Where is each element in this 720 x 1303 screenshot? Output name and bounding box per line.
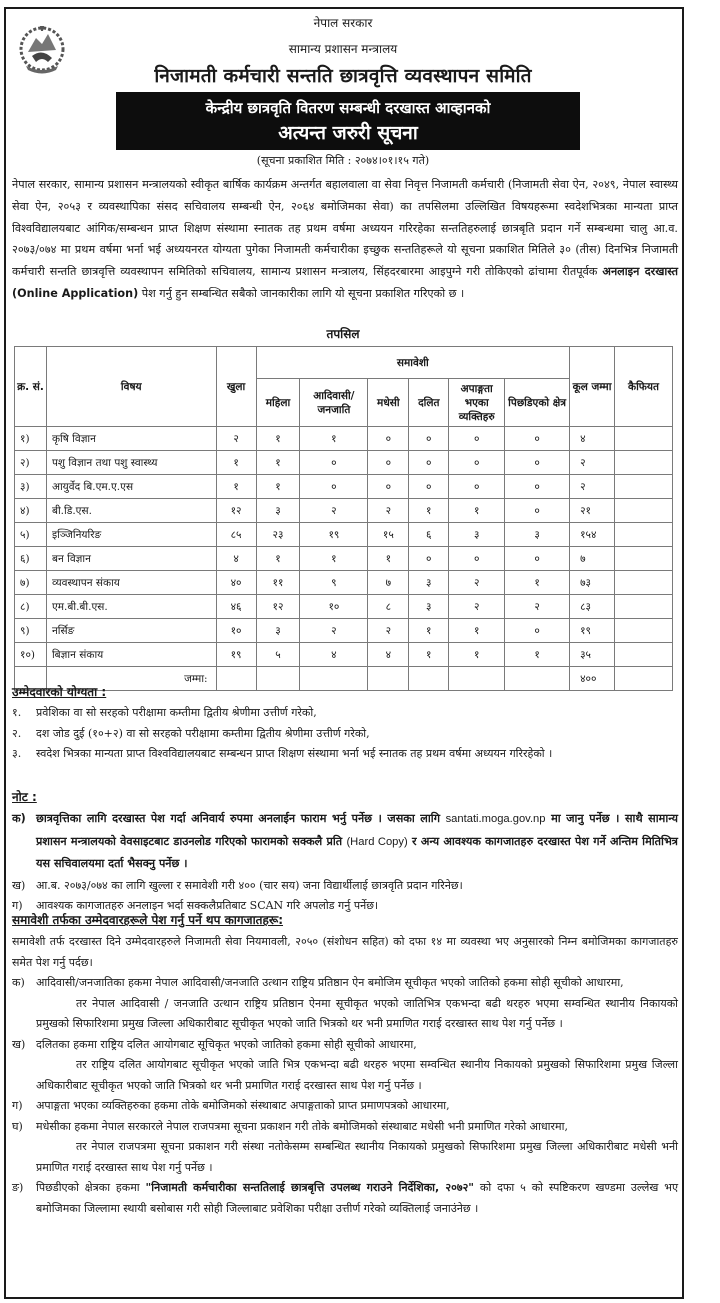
cell-subject: व्यवस्थापन संकाय (46, 571, 216, 595)
cell-dalit: ३ (409, 571, 449, 595)
cell-disabled: ० (449, 451, 505, 475)
item-text: प्रवेशिका वा सो सरहको परीक्षामा कम्तीमा द्वितीय श्रेणीमा उत्तीर्ण गरेको, (36, 706, 317, 719)
table-row (15, 427, 673, 451)
cell-janajati: २ (300, 619, 368, 643)
col-header-remarks: कैफियत (615, 347, 673, 427)
cell-total: २१ (570, 499, 615, 523)
cell-dalit: १ (409, 619, 449, 643)
cell-backward: ३ (505, 523, 570, 547)
intro-text-end: पेश गर्नु हुन सम्बन्धित सबैको जानकारीका लागि यो सूचना प्रकाशित गरिएको छ । (141, 286, 465, 300)
cell-open: १० (216, 619, 256, 643)
list-item (12, 703, 678, 724)
note-list (12, 808, 678, 917)
cell-backward: २ (505, 595, 570, 619)
cell-madhesi: ७ (368, 571, 409, 595)
cell-madhesi: ४ (368, 643, 409, 667)
cell-dalit: ६ (409, 523, 449, 547)
item-text (36, 808, 678, 876)
notice-title-banner (116, 92, 580, 150)
ministry-name: सामान्य प्रशासन मन्त्रालय (288, 42, 398, 56)
committee-name: निजामती कर्मचारी सन्तति छात्रवृत्ति व्यवस्थापन समिति (154, 65, 532, 87)
cell-sn: ६) (15, 547, 47, 571)
cell-subject: बिज्ञान संकाय (46, 643, 216, 667)
cell-open: ८५ (216, 523, 256, 547)
table-row (15, 547, 673, 571)
table-row (15, 643, 673, 667)
cell-remarks (615, 499, 673, 523)
item-number: क) (12, 812, 26, 825)
cell-sn: ४) (15, 499, 47, 523)
intro-text: नेपाल सरकार, सामान्य प्रशासन मन्त्रालयको स्वीकृत बार्षिक कार्यक्रम अन्तर्गत बहालवाला वा सेवा निवृत्त निजामती कर्मचारी (निजामती सेवा ऐन, २०४९, नेपाल स्वास्थ्य सेवा ऐन, २०५३ र व्यवस्थापिका संसद सचिवालय सम्बन्धी ऐन, २०६४ बमोजिमका सेवा) का तपसिलमा उल्लिखित विषयहरूमा स्वदेशभित्रका मान्यता प्राप्त विश्वविद्यालयबाट आंगिक/सम्बन्धन प्राप्त शिक्षण संस्थामा स्नातक तह प्रथम वर्षमा अध्ययन गरिरहेका सन्ततिहरुलाई छात्रबृति प्रदान गर्ने सम्बन्धमा चालु आ.व. २०७३/०७४ मा प्रथम वर्षमा भर्ना भई अध्ययनरत योग्यता पुगेका निजामती कर्मचारीका इच्छुक सन्ततिहरूले यो सूचना प्रकाशित मितिले ३० (तीस) दिनभित्र निजामती कर्मचारी सन्तति छात्रवृत्ति व्यवस्थापन समितिको सचिवालय, सामान्य प्रशासन मन्त्रालय, सिंहदरबारमा आइपुग्ने गरी तोकिएको ढांचामा रीतपूर्वक (12, 178, 678, 279)
cell-disabled: २ (449, 595, 505, 619)
cell-sn: १०) (15, 643, 47, 667)
table-row (15, 571, 673, 595)
note-heading: नोट : (12, 790, 37, 804)
cell-janajati: ४ (300, 643, 368, 667)
item-text (36, 1035, 678, 1097)
cell-janajati: ० (300, 451, 368, 475)
cell-open: २ (216, 427, 256, 451)
col-header-dalit: दलित (409, 379, 449, 427)
cell-backward: ० (505, 451, 570, 475)
item-number: २. (12, 726, 22, 740)
cell-sn: २) (15, 451, 47, 475)
intro-paragraph (12, 174, 678, 305)
directive-title: "निजामती कर्मचारीका सन्ततिलाई छात्रबृत्ति उपलब्ध गराउने निर्देशिका, २०७२" (145, 1181, 475, 1194)
cell-janajati: ० (300, 475, 368, 499)
cell-backward: १ (505, 643, 570, 667)
item-number: ग) (12, 899, 23, 912)
cell-remarks (615, 643, 673, 667)
publish-date: (सूचना प्रकाशित मिति : २०७४।०१।१५ गते) (256, 154, 430, 167)
cell-total: ३५ (570, 643, 615, 667)
item-number: ग) (12, 1099, 23, 1112)
cell-total: २ (570, 451, 615, 475)
list-item (12, 724, 678, 745)
cell-open: १ (216, 451, 256, 475)
online-application-emphasis: अनलाइन दरखास्त (Online Application) (12, 265, 678, 300)
col-header-sn: क्र. सं. (15, 347, 47, 427)
item-main: मधेसीका हकमा नेपाल सरकारले नेपाल राजपत्रमा सूचना प्रकाशन गरी तोके बमोजिमको संस्थाबाट मधेसी भनी प्रमाणित गरेको आधारमा, (36, 1119, 568, 1133)
inclusive-docs-intro: समावेशी तर्फ दरखास्त दिने उम्मेदवारहरुले निजामती सेवा नियमावली, २०५० (संशोधन सहित) को दफा १४ मा व्यवस्था भए अनुसारको निम्न बमोजिमका कागजातहरु समेत पेश गर्नु पर्दछ। (12, 935, 678, 969)
col-header-subject: विषय (46, 347, 216, 427)
cell-disabled: १ (449, 643, 505, 667)
cell-backward: ० (505, 475, 570, 499)
col-header-backward: पिछडिएको क्षेत्र (505, 379, 570, 427)
cell-total: ४ (570, 427, 615, 451)
cell-total: ७ (570, 547, 615, 571)
cell-women: ५ (256, 643, 300, 667)
cell-sn: ५) (15, 523, 47, 547)
item-text: आ.ब. २०७३/०७४ का लागि खुल्ला र समावेशी गरी ४०० (चार सय) जना विद्यार्थीलाई छात्रवृति प्रदान गरिनेछ। (36, 878, 463, 892)
cell-subject: आयुर्वेद बि.एम.ए.एस (46, 475, 216, 499)
total-label: जम्मा: (46, 667, 216, 691)
cell-women: २३ (256, 523, 300, 547)
cell-women: ३ (256, 619, 300, 643)
scholarship-quota-table (14, 346, 673, 691)
cell-empty (256, 667, 300, 691)
cell-disabled: ० (449, 475, 505, 499)
cell-remarks (615, 619, 673, 643)
banner-title-line2: अत्यन्त जरुरी सूचना (278, 122, 418, 144)
cell-backward: १ (505, 571, 570, 595)
item-number: ख) (12, 1037, 26, 1051)
cell-janajati: १९ (300, 523, 368, 547)
cell-total: १९ (570, 619, 615, 643)
cell-sn: ८) (15, 595, 47, 619)
cell-janajati: १० (300, 595, 368, 619)
cell-open: १९ (216, 643, 256, 667)
note-text: मा जानु पर्नेछ । साथै सामान्य प्रशासन मन्त्रालयको वेवसाइटबाट डाउनलोड गरिएको फारामको सक्कलै प्रति (36, 812, 679, 848)
cell-janajati: १ (300, 427, 368, 451)
cell-remarks (615, 427, 673, 451)
item-main: पिछडीएको क्षेत्रका हकमा (36, 1181, 140, 1194)
cell-dalit: १ (409, 499, 449, 523)
cell-remarks (615, 475, 673, 499)
cell-backward: ० (505, 499, 570, 523)
cell-madhesi: ० (368, 427, 409, 451)
table-total-row (15, 667, 673, 691)
cell-empty (300, 667, 368, 691)
table-row (15, 499, 673, 523)
cell-women: १ (256, 475, 300, 499)
item-number: घ) (12, 1119, 23, 1133)
item-text (36, 1178, 678, 1219)
cell-open: १ (216, 475, 256, 499)
cell-empty (368, 667, 409, 691)
cell-remarks (615, 547, 673, 571)
cell-sn: १) (15, 427, 47, 451)
cell-backward: ० (505, 427, 570, 451)
cell-sn: ९) (15, 619, 47, 643)
cell-madhesi: ८ (368, 595, 409, 619)
table-row (15, 451, 673, 475)
table-row (15, 523, 673, 547)
note-text: छात्रवृत्तिका लागि दरखास्त पेश गर्दा अनिवार्य रुपमा अनलाईन फाराम भर्नु पर्नेछ । जसका लागि (36, 812, 440, 825)
list-item (12, 1035, 678, 1097)
cell-subject: कृषि विज्ञान (46, 427, 216, 451)
cell-empty (615, 667, 673, 691)
list-item (12, 1117, 678, 1179)
table-caption: तपसिल (326, 327, 360, 341)
cell-dalit: ३ (409, 595, 449, 619)
item-main: आदिवासी/जनजातिका हकमा नेपाल आदिवासी/जनजाति उत्थान राष्ट्रिय प्रतिष्ठान ऐन बमोजिम सूचीकृत भएको जातिको हकमा सोही सूचीको आधारमा, (36, 976, 624, 989)
cell-dalit: ० (409, 547, 449, 571)
cell-total: ७३ (570, 571, 615, 595)
list-item (12, 808, 678, 876)
cell-janajati: ९ (300, 571, 368, 595)
cell-sn: ३) (15, 475, 47, 499)
cell-disabled: ० (449, 427, 505, 451)
cell-madhesi: १ (368, 547, 409, 571)
cell-open: ४ (216, 547, 256, 571)
cell-open: १२ (216, 499, 256, 523)
table-row (15, 595, 673, 619)
cell-disabled: १ (449, 499, 505, 523)
cell-subject: पशु विज्ञान तथा पशु स्वास्थ्य (46, 451, 216, 475)
table-row (15, 619, 673, 643)
item-text (36, 1117, 678, 1179)
cell-empty (409, 667, 449, 691)
list-item (12, 1096, 678, 1117)
cell-dalit: ० (409, 475, 449, 499)
table-row (15, 475, 673, 499)
grand-total: ४०० (570, 667, 615, 691)
cell-disabled: १ (449, 619, 505, 643)
cell-remarks (615, 523, 673, 547)
item-main: दलितका हकमा राष्ट्रिय दलित आयोगबाट सूचिकृत भएको जातिको हकमा सोही सूचीको आधारमा, (36, 1037, 417, 1051)
col-header-madhesi: मधेसी (368, 379, 409, 427)
cell-remarks (615, 451, 673, 475)
cell-janajati: १ (300, 547, 368, 571)
col-header-total: कूल जम्मा (570, 347, 615, 427)
item-number: ३. (12, 747, 22, 760)
cell-total: ८३ (570, 595, 615, 619)
cell-madhesi: २ (368, 619, 409, 643)
inclusive-docs-list (12, 932, 678, 1219)
eligibility-list (12, 703, 678, 765)
cell-subject: बी.डि.एस. (46, 499, 216, 523)
cell-remarks (615, 571, 673, 595)
cell-subject: नर्सिङ (46, 619, 216, 643)
item-number: ङ) (12, 1181, 24, 1194)
cell-sn: ७) (15, 571, 47, 595)
col-header-women: महिला (256, 379, 300, 427)
cell-total: १५४ (570, 523, 615, 547)
note-text: र अन्य आवश्यक कागजातहरु दरखास्त पेश गर्ने अन्तिम मितिभित्र यस सचिवालयमा दर्ता भैसक्नु पर्नेछ । (36, 834, 678, 870)
cell-women: १२ (256, 595, 300, 619)
list-item (12, 1178, 678, 1219)
cell-disabled: ० (449, 547, 505, 571)
cell-madhesi: ० (368, 451, 409, 475)
cell-empty (505, 667, 570, 691)
government-name: नेपाल सरकार (313, 16, 373, 30)
col-header-disabled: अपाङ्गता भएका व्यक्तिहरु (449, 379, 505, 427)
cell-dalit: १ (409, 643, 449, 667)
cell-women: १ (256, 451, 300, 475)
inclusive-docs-heading: समावेशी तर्फका उम्मेदवारहरूले पेश गर्नु पर्ने थप कागजातहरू: (12, 913, 284, 927)
banner-title-line1: केन्द्रीय छात्रवृति वितरण सम्बन्धी दरखास्त आव्हानको (205, 99, 491, 117)
cell-subject: बन विज्ञान (46, 547, 216, 571)
list-item (12, 744, 678, 765)
cell-madhesi: १५ (368, 523, 409, 547)
item-text: अपाङ्गता भएका व्यक्तिहरुका हकमा तोके बमोजिमको संस्थाबाट अपाङ्गताको प्राप्त प्रमाणपत्रको आधारमा, (36, 1099, 450, 1112)
item-number: ख) (12, 878, 26, 892)
item-text (36, 973, 678, 1035)
cell-open: ४६ (216, 595, 256, 619)
cell-janajati: २ (300, 499, 368, 523)
item-main-end: को दफा ५ को स्पष्टिकरण खण्डमा उल्लेख भए बमोजिमका जिल्लामा स्थायी बसोबास गरी सोही जिल्लाबाट प्रवेशिका परीक्षा उत्तीर्ण गरेको व्यक्तिलाई जनाउंनेछ । (36, 1181, 679, 1215)
item-number: क) (12, 976, 25, 989)
cell-women: ३ (256, 499, 300, 523)
cell-disabled: ३ (449, 523, 505, 547)
cell-total: २ (570, 475, 615, 499)
cell-subject: इञ्जिनियरिङ (46, 523, 216, 547)
item-text: आवश्यक कागजातहरु अनलाइन भर्दा सक्कलैप्रतिबाट SCAN गरि अपलोड गर्नु पर्नेछ। (36, 899, 379, 912)
col-header-inclusive: समावेशी (256, 347, 570, 379)
cell-disabled: २ (449, 571, 505, 595)
cell-subject: एम.बी.बी.एस. (46, 595, 216, 619)
cell-madhesi: २ (368, 499, 409, 523)
cell-women: १ (256, 427, 300, 451)
cell-women: १ (256, 547, 300, 571)
cell-dalit: ० (409, 427, 449, 451)
item-proviso: तर नेपाल राजपत्रमा सूचना प्रकाशन गरी संस्था नतोकेसम्म सम्बन्धित स्थानीय निकायको प्रमुखको सिफारिशमा प्रमुख जिल्ला अधिकारीबाट मधेसी भनी प्रमाणित गराई दरखास्त साथ पेश गर्नु पर्नेछ । (36, 1140, 678, 1174)
cell-empty (449, 667, 505, 691)
cell-empty (216, 667, 256, 691)
list-item (12, 876, 678, 897)
website-link[interactable]: santati.moga.gov.np (445, 813, 546, 825)
list-item (12, 973, 678, 1035)
cell-remarks (615, 595, 673, 619)
cell-open: ४० (216, 571, 256, 595)
eligibility-heading: उम्मेदवारको योग्यता : (12, 685, 107, 699)
item-proviso: तर नेपाल आदिवासी / जनजाति उत्थान राष्ट्रिय प्रतिष्ठान ऐनमा सूचीकृत भएको जातिभित्र एकभन्दा बढी थरहरु भएमा सम्वन्धित स्थानीय निकायको प्रमुखको सिफारिशमा प्रमुख जिल्ला अधिकारीबाट सूचीकृत भएको जाति भित्रको थर भनी प्रमाणित गराई दरखास्त साथ पेश गर्नु पर्नेछ । (36, 996, 678, 1030)
item-proviso: तर राष्ट्रिय दलित आयोगबाट सूचीकृत भएको जाति भित्र एकभन्दा बढी थरहरु भएमा सम्वन्धित स्थानीय निकायको प्रमुखको सिफारिशमा प्रमुख जिल्ला अधिकारीबाट सूचीकृत भएको जाति भित्रको थर भनी प्रमाणित गराई दरखास्त साथ पेश गर्नु पर्नेछ । (36, 1058, 678, 1092)
cell-madhesi: ० (368, 475, 409, 499)
cell-backward: ० (505, 619, 570, 643)
cell-dalit: ० (409, 451, 449, 475)
cell-backward: ० (505, 547, 570, 571)
col-header-janajati: आदिवासी/ जनजाति (300, 379, 368, 427)
hard-copy-label: (Hard Copy) (346, 835, 408, 848)
item-text: स्वदेश भित्रका मान्यता प्राप्त विश्वविद्यालयबाट सम्बन्धन प्राप्त शिक्षण संस्थामा भर्ना भई स्नातक तह प्रथम वर्षमा अध्ययन गरिरहेको । (36, 747, 553, 760)
item-text: दश जोड दुई (१०+२) वा सो सरहको परीक्षामा कम्तीमा द्वितीय श्रेणीमा उत्तीर्ण गरेको, (36, 726, 370, 740)
col-header-open: खुला (216, 347, 256, 427)
cell-women: ११ (256, 571, 300, 595)
item-number: १. (12, 706, 22, 719)
